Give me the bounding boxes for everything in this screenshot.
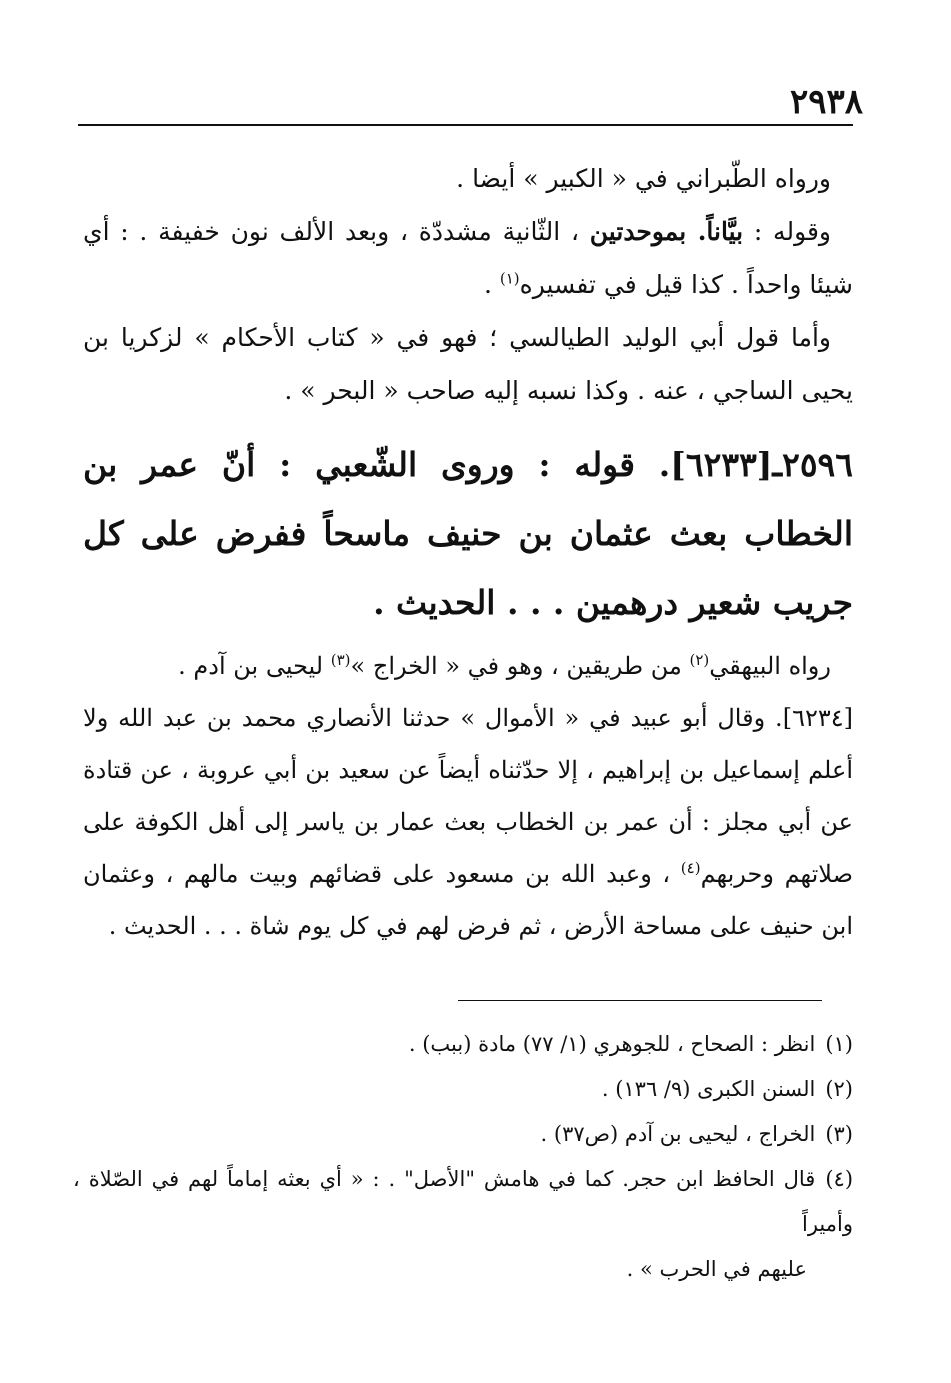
footnote-ref-4[interactable]: (٤)	[680, 859, 701, 877]
paragraph-text: ليحيى بن آدم .	[178, 652, 331, 680]
footnote-number: (١)	[825, 1032, 853, 1056]
footnote-ref-2[interactable]: (٢)	[689, 651, 710, 669]
paragraph-tabarani: ورواه الطّبراني في « الكبير » أيضا .	[456, 164, 831, 193]
footnote-separator	[458, 1000, 822, 1001]
paragraph-abu-ubayd	[83, 692, 853, 952]
paragraph-bayhaqi	[83, 640, 853, 692]
paragraph-text: وقوله :	[743, 217, 832, 246]
footnote-number: (٢)	[825, 1077, 853, 1101]
footnote-4-continuation: عليهم في الحرب » .	[626, 1257, 807, 1281]
footnote-number: (٤)	[825, 1167, 854, 1191]
footnotes	[73, 1022, 853, 1292]
footnote-2	[73, 1067, 853, 1112]
paragraph-text: ، وعبد الله بن مسعود على قضائهم وبيت مالهم ، وعثمان ابن حنيف على مساحة الأرض ، ثم فرض لهم في كل يوم شاة . . . الحديث .	[83, 860, 853, 940]
paragraph-text: .	[483, 270, 500, 299]
paragraph-tayalisi: وأما قول أبي الوليد الطيالسي ؛ فهو في « كتاب الأحكام » لزكريا بن يحيى الساجي ، عنه . وكذا نسبه إليه صاحب « البحر » .	[83, 323, 853, 405]
footnote-ref-3[interactable]: (٣)	[330, 651, 351, 669]
footnote-3	[73, 1112, 853, 1157]
footnote-ref-1[interactable]: (١)	[499, 269, 520, 288]
paragraph-text: ، الثّانية مشددّة ، وبعد الألف نون خفيفة . : أي شيئا واحداً . كذا قيل في تفسيره	[83, 217, 853, 299]
page-number: ٢٩٣٨	[789, 82, 863, 122]
paragraph-bayyanan	[83, 205, 853, 311]
header-rule	[78, 124, 853, 126]
paragraph-text: من طريقين ، وهو في « الخراج »	[350, 652, 690, 680]
footnote-text: انظر : الصحاح ، للجوهري (١/ ٧٧) مادة (ببب) .	[408, 1032, 816, 1056]
footnote-4	[73, 1157, 853, 1247]
footnote-text: قال الحافظ ابن حجر. كما في هامش "الأصل" . : « أي بعثه إماماً لهم في الصّلاة ، وأميراً	[73, 1167, 853, 1236]
footnote-text: السنن الكبرى (٩/ ١٣٦) .	[601, 1077, 816, 1101]
hadith-heading: ٢٥٩٦ـ[٦٢٣٣]. قوله : وروى الشّعبي : أنّ عمر بن الخطاب بعث عثمان بن حنيف ماسحاً ففرض على كل جريب شعير درهمين . . . الحديث .	[83, 445, 853, 622]
bold-term: بيَّاناً. بموحدتين	[589, 217, 744, 246]
commentary-block-2	[83, 640, 853, 952]
paragraph-text: رواه البيهقي	[709, 652, 831, 680]
footnote-number: (٣)	[825, 1122, 853, 1146]
paragraph-text: [٦٢٣٤]. وقال أبو عبيد في « الأموال » حدثنا الأنصاري محمد بن عبد الله ولا أعلم إسماعيل بن إبراهيم ، إلا حدّثناه أيضاً عن سعيد بن أبي عروبة ، عن قتادة عن أبي مجلز : أن عمر بن الخطاب بعث عمار بن ياسر إلى أهل الكوفة على صلاتهم وحربهم	[83, 704, 853, 888]
footnote-1	[73, 1022, 853, 1067]
footnote-text: الخراج ، ليحيى بن آدم (ص٣٧) .	[540, 1122, 816, 1146]
commentary-block-1	[83, 152, 853, 417]
